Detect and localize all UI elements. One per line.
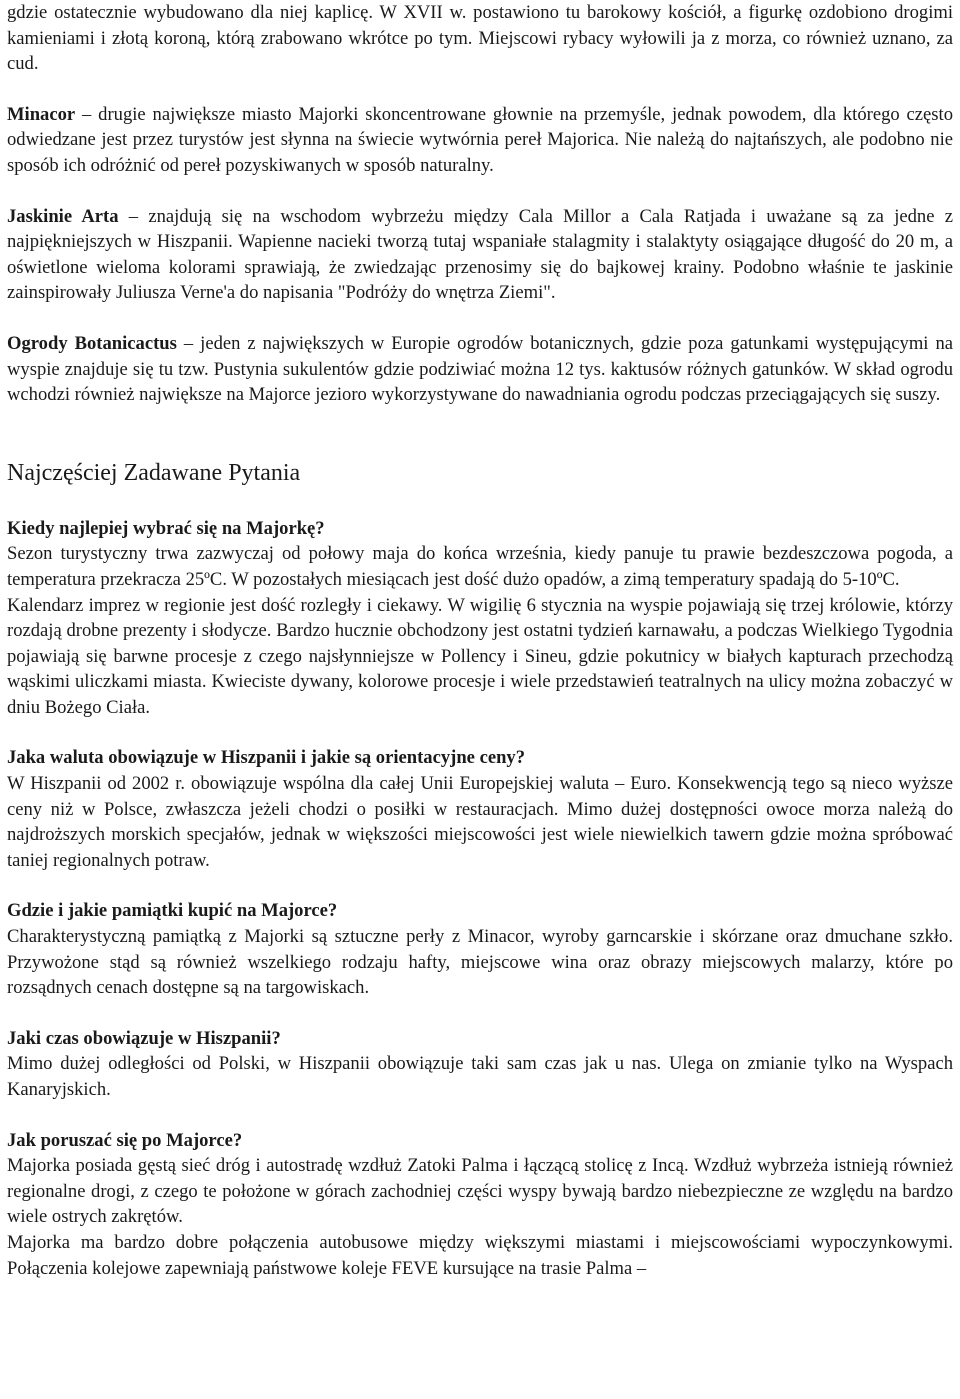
attraction-minacor — [7, 102, 953, 179]
attraction-description: – jeden z największych w Europie ogrodów botanicznych, gdzie poza gatunkami występującymi na wyspie znajduje się tu tzw. Pustynia sukulentów gdzie podziwiać można 12 tys. kaktusów różnych gatunków. W skład ogrodu wchodzi również największe na Majorce jezioro wykorzystywane do nawadniania ogrodu podczas przeciągających się suszy. — [7, 332, 953, 406]
faq-answer: Mimo dużej odległości od Polski, w Hiszpanii obowiązuje taki sam czas jak u nas. Ulega on zmianie tylko na Wyspach Kanaryjskich. — [7, 1053, 953, 1100]
faq-item — [7, 745, 953, 873]
faq-answer: Sezon turystyczny trwa zazwyczaj od połowy maja do końca września, kiedy panuje tu prawie bezdeszczowa pogoda, a temperatura przekracza 25ºC. W pozostałych miesiącach jest dość dużo opadów, a zimą temperatury spadają do 5-10ºC. — [7, 543, 953, 590]
spacer — [7, 179, 953, 204]
spacer — [7, 408, 953, 458]
intro-paragraph: gdzie ostatecznie wybudowano dla niej kaplicę. W XVII w. postawiono tu barokowy kościół, a figurkę ozdobiono drogimi kamieniami i złotą koroną, którą zrabowano wkrótce po tym. Miejscowi rybacy wyłowili ja z morza, co również uznano, za cud. — [7, 2, 953, 75]
faq-title: Najczęściej Zadawane Pytania — [7, 459, 301, 486]
attraction-name: Jaskinie Arta — [7, 205, 119, 227]
faq-question: Kiedy najlepiej wybrać się na Majorkę? — [7, 517, 325, 539]
faq-answer: W Hiszpanii od 2002 r. obowiązuje wspólna dla całej Unii Europejskiej waluta – Euro. Konsekwencją tego są nieco wyższe ceny niż w Polsce, zwłaszcza jeżeli chodzi o posiłki w restauracjach. Mimo dużej dostępności owoce morza należą do najdroższych morskich specjałów, jednak w większości miejscowości jest wiele niewielkich tawern gdzie można spróbować taniej regionalnych potraw. — [7, 773, 953, 871]
spacer — [7, 1001, 953, 1026]
faq-question: Gdzie i jakie pamiątki kupić na Majorce? — [7, 900, 338, 922]
attraction-ogrody-botanicactus — [7, 331, 953, 408]
attraction-name: Minacor — [7, 103, 76, 125]
faq-answer: Charakterystyczną pamiątką z Majorki są sztuczne perły z Minacor, wyroby garncarskie i skórzane oraz dmuchane szkło. Przywożone stąd są również wszelkiego rodzaju hafty, miejscowe wina oraz obrazy miejscowych malarzy, które po rozsądnych cenach dostępne są na targowiskach. — [7, 926, 953, 999]
spacer — [7, 306, 953, 331]
attraction-description: – znajdują się na wschodom wybrzeżu między Cala Millor a Cala Ratjada i uważane są za jedne z najpiękniejszych w Hiszpanii. Wapienne nacieki tworzą tutaj wspaniałe stalagmity i stalaktyty osiągające długość do 20 m, a oświetlone wieloma kolorami sprawiają, że zwiedzając przenosimy się do bajkowej krainy. Podobno właśnie te jaskinie zainspirowały Juliusza Verne'a do napisania "Podróży do wnętrza Ziemi". — [7, 205, 954, 304]
faq-question: Jaka waluta obowiązuje w Hiszpanii i jakie są orientacyjne ceny? — [7, 747, 526, 769]
attraction-jaskinie-arta — [7, 204, 953, 306]
faq-item — [7, 1026, 953, 1103]
spacer — [7, 77, 953, 102]
attraction-description: – drugie największe miasto Majorki skoncentrowane głownie na przemyśle, jednak powodem, dla którego często odwiedzane jest przez turystów jest słynna na świecie wytwórnia pereł Majorica. Nie należą do najtańszych, ale podobno nie sposób ich odróżnić od pereł pozyskiwanych w sposób naturalny. — [7, 103, 953, 176]
faq-item — [7, 898, 953, 1000]
document-page — [7, 0, 953, 1281]
spacer — [7, 720, 953, 745]
faq-answer: Kalendarz imprez w regionie jest dość rozległy i ciekawy. W wigilię 6 stycznia na wyspie pojawiają się trzej królowie, którzy rozdają drobne prezenty i słodycze. Bardzo hucznie obchodzony jest ostatni tydzień karnawału, a podczas Wielkiego Tygodnia pojawiają się barwne procesje z czego najsłynniejsze w Pollency i Sineu, gdzie pokutnicy w białych kapturach przechodzą wąskimi uliczkami miasta. Kwieciste dywany, kolorowe procesje i wiele przedstawień teatralnych na ulicy można zobaczyć w dniu Bożego Ciała. — [7, 594, 953, 718]
attraction-name: Ogrody Botanicactus — [7, 332, 177, 354]
faq-item — [7, 1128, 953, 1282]
faq-item — [7, 516, 953, 721]
faq-question: Jaki czas obowiązuje w Hiszpanii? — [7, 1027, 281, 1049]
faq-answer: Majorka ma bardzo dobre połączenia autobusowe między większymi miastami i miejscowościami wypoczynkowymi. Połączenia kolejowe zapewniają państwowe koleje FEVE kursujące na trasie Palma – — [7, 1231, 953, 1279]
spacer — [7, 873, 953, 898]
faq-question: Jak poruszać się po Majorce? — [7, 1129, 243, 1151]
spacer — [7, 488, 953, 516]
faq-answer: Majorka posiada gęstą sieć dróg i autostradę wzdłuż Zatoki Palma i łączącą stolicę z Incą. Wzdłuż wybrzeża istnieją również regionalne drogi, z czego te położone w górach zachodniej części wyspy bywają bardzo niebezpieczne ze względu na bardzo wiele ostrych zakrętów. — [7, 1155, 953, 1228]
spacer — [7, 1103, 953, 1128]
